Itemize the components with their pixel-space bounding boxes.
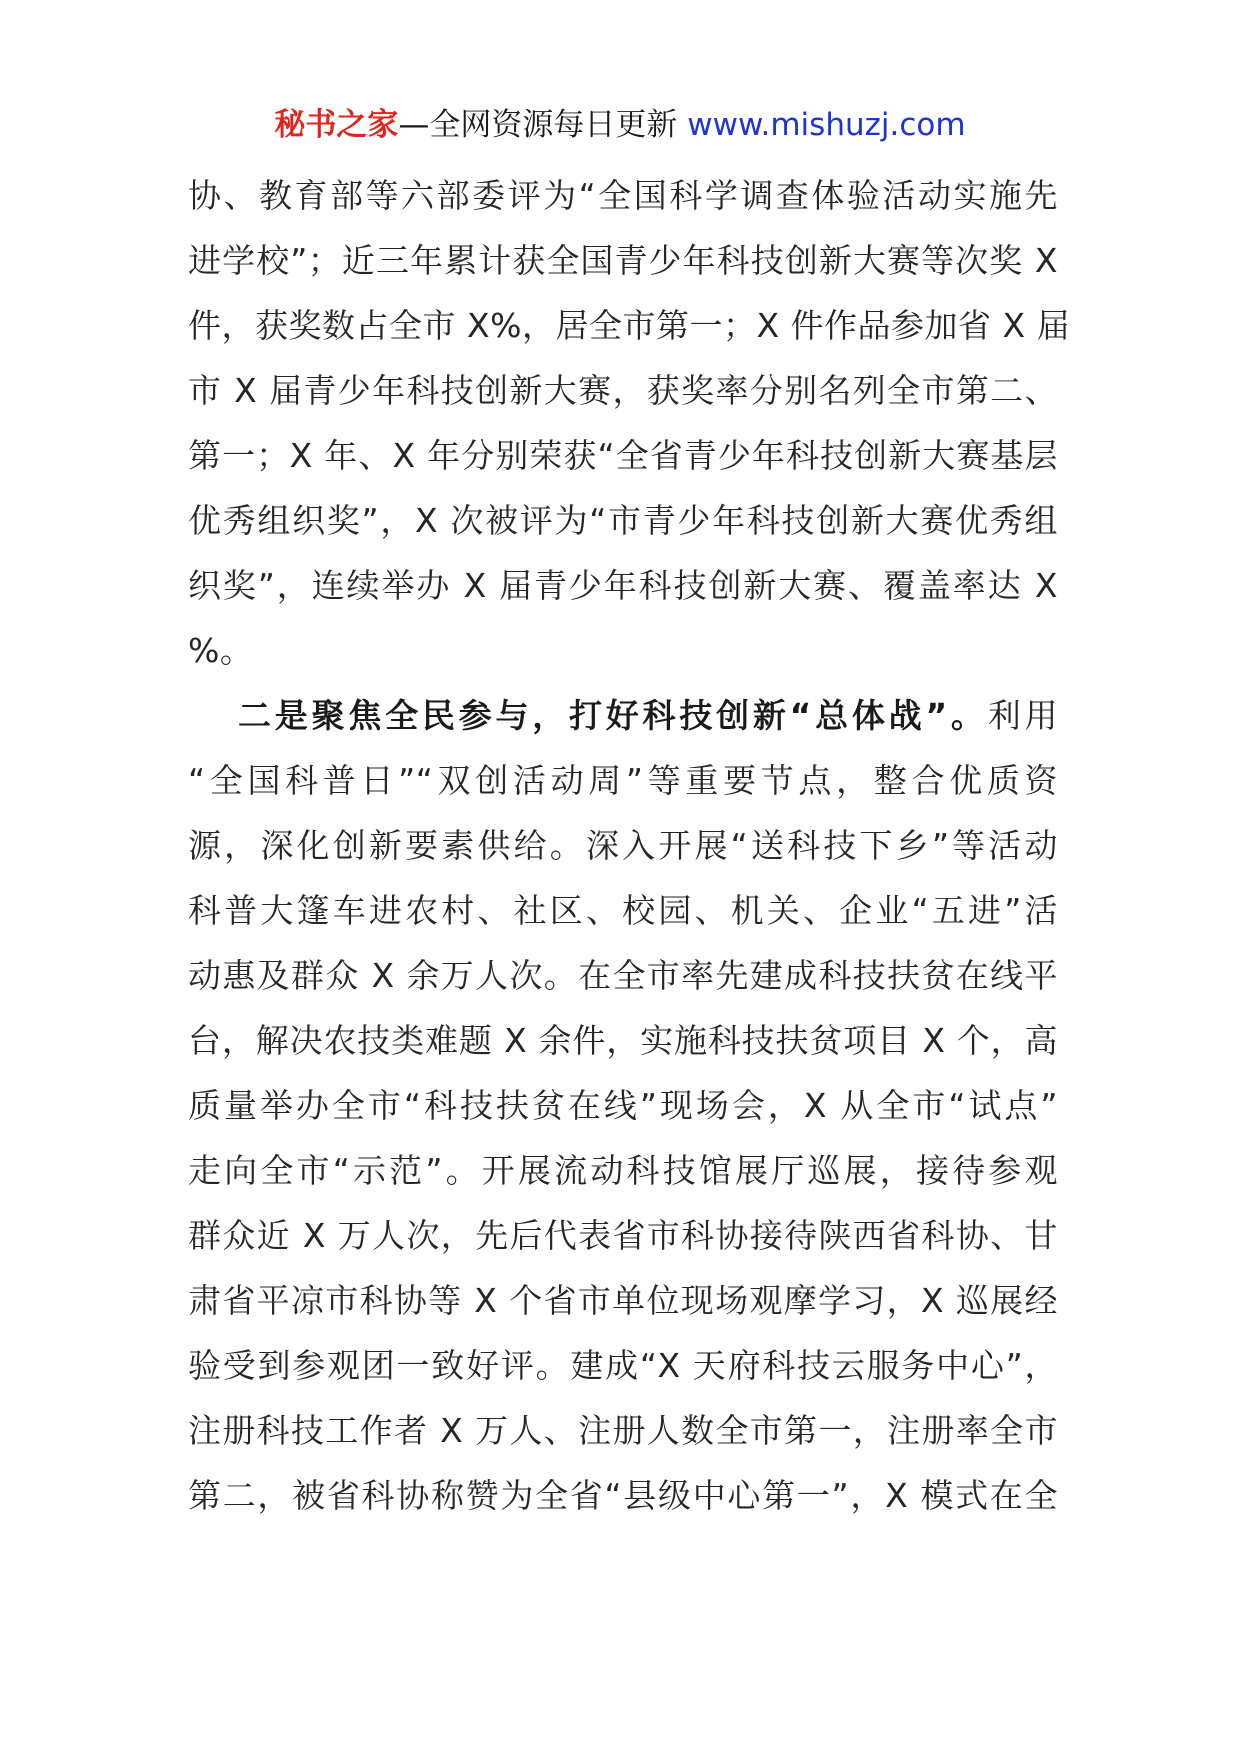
document-body bbox=[188, 163, 1071, 1528]
text-line: 动惠及群众 X 余万人次。在全市率先建成科技扶贫在线平 bbox=[188, 956, 1058, 995]
text-line: 科普大篷车进农村、社区、校园、机关、企业“五进”活 bbox=[188, 891, 1058, 930]
text-line: %。 bbox=[188, 631, 254, 670]
brand-name: 秘书之家 bbox=[274, 107, 399, 143]
text-line: 注册科技工作者 X 万人、注册人数全市第一，注册率全市 bbox=[188, 1411, 1058, 1450]
heading-line-rest: 利用 bbox=[987, 696, 1058, 735]
site-url-link[interactable]: www.mishuzj.com bbox=[687, 107, 966, 143]
text-line: 进学校”；近三年累计获全国青少年科技创新大赛等次奖 X bbox=[188, 241, 1058, 280]
site-header bbox=[0, 98, 1240, 152]
text-line: 群众近 X 万人次，先后代表省市科协接待陕西省科协、甘 bbox=[188, 1216, 1058, 1255]
text-line: 优秀组织奖”，X 次被评为“市青少年科技创新大赛优秀组 bbox=[188, 501, 1058, 540]
text-line: 台，解决农技类难题 X 余件，实施科技扶贫项目 X 个，高 bbox=[188, 1021, 1058, 1060]
section-heading: 二是聚焦全民参与，打好科技创新“总体战”。 bbox=[238, 696, 988, 735]
text-line: 市 X 届青少年科技创新大赛，获奖率分别名列全市第二、 bbox=[188, 371, 1058, 410]
text-line: 肃省平凉市科协等 X 个省市单位现场观摩学习，X 巡展经 bbox=[188, 1281, 1058, 1320]
paragraph-2 bbox=[188, 683, 1058, 1528]
text-line: 源，深化创新要素供给。深入开展“送科技下乡”等活动 bbox=[188, 826, 1058, 865]
text-line: 第一；X 年、X 年分别荣获“全省青少年科技创新大赛基层 bbox=[188, 436, 1058, 475]
paragraph-1 bbox=[188, 163, 1071, 683]
text-line: 织奖”，连续举办 X 届青少年科技创新大赛、覆盖率达 X bbox=[188, 566, 1058, 605]
paragraph-heading-line bbox=[188, 683, 1058, 748]
text-line: 走向全市“示范”。开展流动科技馆展厅巡展，接待参观 bbox=[188, 1151, 1058, 1190]
text-line: 第二，被省科协称赞为全省“县级中心第一”，X 模式在全 bbox=[188, 1476, 1058, 1515]
text-line: 验受到参观团一致好评。建成“X 天府科技云服务中心”， bbox=[188, 1346, 1058, 1385]
header-tagline: —全网资源每日更新 bbox=[398, 107, 678, 143]
text-line: 件，获奖数占全市 X%，居全市第一；X 件作品参加省 X 届 bbox=[188, 306, 1071, 345]
text-line: 协、教育部等六部委评为“全国科学调查体验活动实施先 bbox=[188, 176, 1058, 215]
text-line: 质量举办全市“科技扶贫在线”现场会，X 从全市“试点” bbox=[188, 1086, 1058, 1125]
text-line: “全国科普日”“双创活动周”等重要节点，整合优质资 bbox=[188, 761, 1058, 800]
